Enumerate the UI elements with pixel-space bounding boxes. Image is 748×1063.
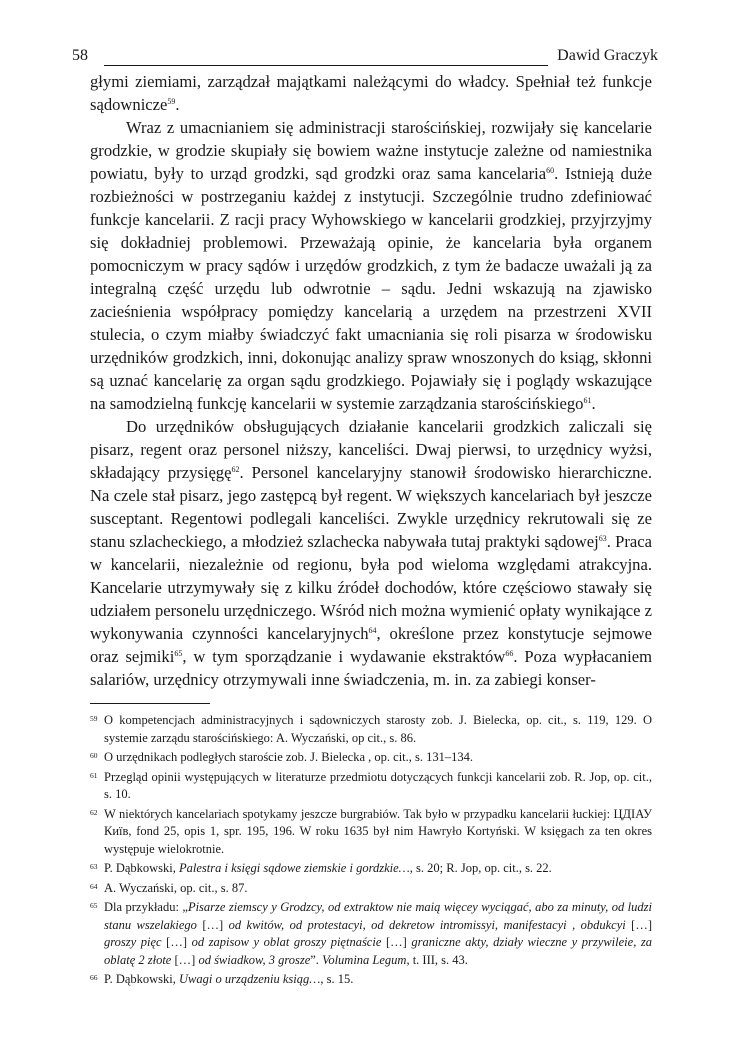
text-run: , t. III, s. 43. (406, 952, 468, 967)
italic-text: od zapisow y oblat groszy piętnaście (191, 935, 382, 949)
footnote-number: 59 (90, 714, 98, 723)
footnote-marker: 62 (231, 465, 240, 474)
footnote-text (104, 712, 652, 747)
footnote-text (104, 860, 652, 878)
text-run: , s. 15. (320, 972, 354, 986)
text-run: . (175, 95, 180, 114)
running-header (72, 36, 658, 64)
footnote (90, 860, 652, 878)
footnote (90, 769, 652, 804)
text-run: P. Dąbkowski, (104, 861, 180, 875)
footnote-number: 66 (90, 973, 98, 982)
text-run: Dla przykładu: „ (104, 900, 188, 914)
footnote-number: 64 (90, 881, 98, 891)
italic-text: od świadkow, 3 grosze (198, 952, 311, 967)
footnote (90, 712, 652, 747)
text-run: Przegląd opinii występujących w literaturze przedmiotu dotyczących funkcji kancelarii zob. R. Jop, op. cit., s. 10. (104, 769, 652, 801)
footnote-marker: 66 (505, 649, 514, 658)
text-run: , s. 20; R. Jop, op. cit., s. 22. (409, 861, 552, 875)
text-run: . Poza wypłacaniem salariów, urzędnicy otrzymywali inne świadczenia, m. in. za zabiegi konser- (90, 647, 652, 689)
text-run: O urzędnikach podległych staroście zob. J. Bielecka , op. cit., s. 131–134. (104, 750, 474, 764)
text-run: , w tym sporządzanie i wydawanie ekstraktów (182, 647, 506, 666)
text-run: O kompetencjach administracyjnych i sądowniczych starosty zob. J. Bielecka, op. cit., s. 119, 129. O systemie zarządu starościńskiego: A. Wyczański, op cit., s. 86. (104, 713, 652, 745)
italic-text: Palestra i księgi sądowe ziemskie i gordzkie… (179, 861, 410, 875)
footnote-marker: 60 (546, 166, 555, 175)
text-run: , określone przez konstytucje sejmowe oraz sejmiki (90, 624, 652, 666)
text-run: A. Wyczański, op. cit., s. 87. (104, 880, 248, 895)
footnotes (90, 712, 652, 991)
footnote-marker: 65 (174, 649, 183, 658)
running-head-author: Dawid Graczyk (557, 47, 658, 64)
footnote (90, 971, 652, 989)
footnote-marker: 59 (167, 97, 176, 106)
paragraph (90, 70, 652, 116)
footnote-marker: 64 (368, 626, 377, 635)
footnote-number: 65 (90, 901, 98, 910)
italic-text: groszy pięc (104, 935, 162, 949)
footnote-marker: 61 (583, 396, 592, 405)
text-run: Wraz z umacnianiem się administracji starościńskiej, rozwijały się kancelarie grodzkie, w grodzie skupiały się bowiem ważne instytucje zależne od namiestnika powiatu, były to urząd grodzki, sąd grodzki oraz sama kancelaria (90, 118, 652, 183)
footnote-separator (90, 703, 210, 704)
text-run: P. Dąbkowski, (104, 972, 180, 986)
footnote-text (104, 806, 652, 859)
text-run: . Praca w kancelarii, niezależnie od regionu, była pod wieloma względami atrakcyjna. Kancelarie utrzymywały się z kilku źródeł dochodów, które częściowo stawały się udziałem personelu urzędniczego. Wśród nich można wymienić opłaty wynikające z wykonywania czynności kancelaryjnych (90, 532, 652, 643)
text-run: […] (196, 917, 229, 932)
footnote-text (104, 769, 652, 804)
footnote (90, 880, 652, 898)
text-run: […] (171, 952, 199, 967)
text-run: […] (161, 935, 192, 949)
italic-text: graniczne akty, działy wieczne y przywileie, za oblatę 2 złote (104, 935, 653, 967)
footnote-text (104, 749, 652, 767)
footnote (90, 806, 652, 859)
text-run: […] (625, 917, 652, 932)
text-run: ”. (310, 952, 323, 967)
text-run: […] (381, 935, 412, 949)
main-text (90, 70, 652, 691)
footnote (90, 899, 652, 969)
text-run: . Personel kancelaryjny stanowił środowisko hierarchiczne. Na czele stał pisarz, jego zastępcą był regent. W większych kancelariach był jeszcze susceptant. Regentowi podlegali kanceliści. Zwykle urzędnicy rekrutowali się ze stanu szlacheckiego, a młodzież szlachecka nabywała tutaj praktyki sądowej (90, 463, 652, 551)
header-rule (104, 65, 548, 66)
footnote (90, 749, 652, 767)
text-run: Do urzędników obsługujących działanie kancelarii grodzkich zaliczali się pisarz, regent oraz personel niższy, kanceliści. Dwaj pierwsi, to urzędnicy wyżsi, składający przysięgę (90, 417, 652, 482)
footnote-number: 61 (90, 770, 98, 780)
footnote-text (104, 880, 652, 898)
footnote-number: 62 (90, 807, 98, 817)
text-run: . Istnieją duże rozbieżności w postrzeganiu każdej z instytucji. Szczególnie trudno zdefiniować funkcje kancelarii. Z racji pracy Wyhowskiego w kancelarii grodzkiej, przyjrzyjmy się dokładniej problemowi. Przeważają opinie, że kancelaria była organem pomocniczym w pracy sądów i urzędów grodzkich, z tym że badacze uważali ją za integralną część urzędu lub odwrotnie – sądu. Jedni wskazują na zjawisko zacieśnienia współpracy pomiędzy kancelarią a urzędem na przestrzeni XVII stulecia, o czym miałby świadczyć fakt umacniania się roli pisarza w środowisku urzędników grodzkich, inni, dokonując analizy spraw wnoszonych do ksiąg, skłonni są uznać kancelarię za organ sądu grodzkiego. Pojawiały się i poglądy wskazujące na samodzielną funkcję kancelarii w systemie zarządzania starościńskiego (90, 164, 652, 413)
paragraph (90, 415, 652, 691)
page-number: 58 (72, 47, 88, 64)
italic-text: Pisarze ziemscy y Grodzcy, od extraktow nie maią więcey wyciągać, abo za minuty, od ludzi stanu wszelakiego (104, 900, 652, 932)
footnote-marker: 63 (598, 534, 607, 543)
italic-text: Volumina Legum (322, 952, 407, 967)
footnote-number: 63 (90, 862, 98, 871)
text-run: W niektórych kancelariach spotykamy jeszcze burgrabiów. Tak było w przypadku kancelarii łuckiej: ЦДІАУ Київ, fond 25, opis 1, spr. 195, 196. W roku 1635 był nim Hawryło Kortyński. W księgach za ten okres występuje wielokrotnie. (104, 806, 652, 856)
paragraph (90, 116, 652, 415)
italic-text: Uwagi o urządzeniu ksiąg… (179, 972, 321, 986)
footnote-text (104, 899, 652, 969)
text-run: głymi ziemiami, zarządzał majątkami należącymi do władcy. Spełniał też funkcje sądownicze (90, 72, 652, 114)
text-run: . (591, 394, 596, 413)
footnote-text (104, 971, 652, 989)
italic-text: od kwitów, od protestacyi, od dekretow intromissyi, manifestacyi , obdukcyi (228, 917, 626, 932)
footnote-number: 60 (90, 751, 98, 760)
